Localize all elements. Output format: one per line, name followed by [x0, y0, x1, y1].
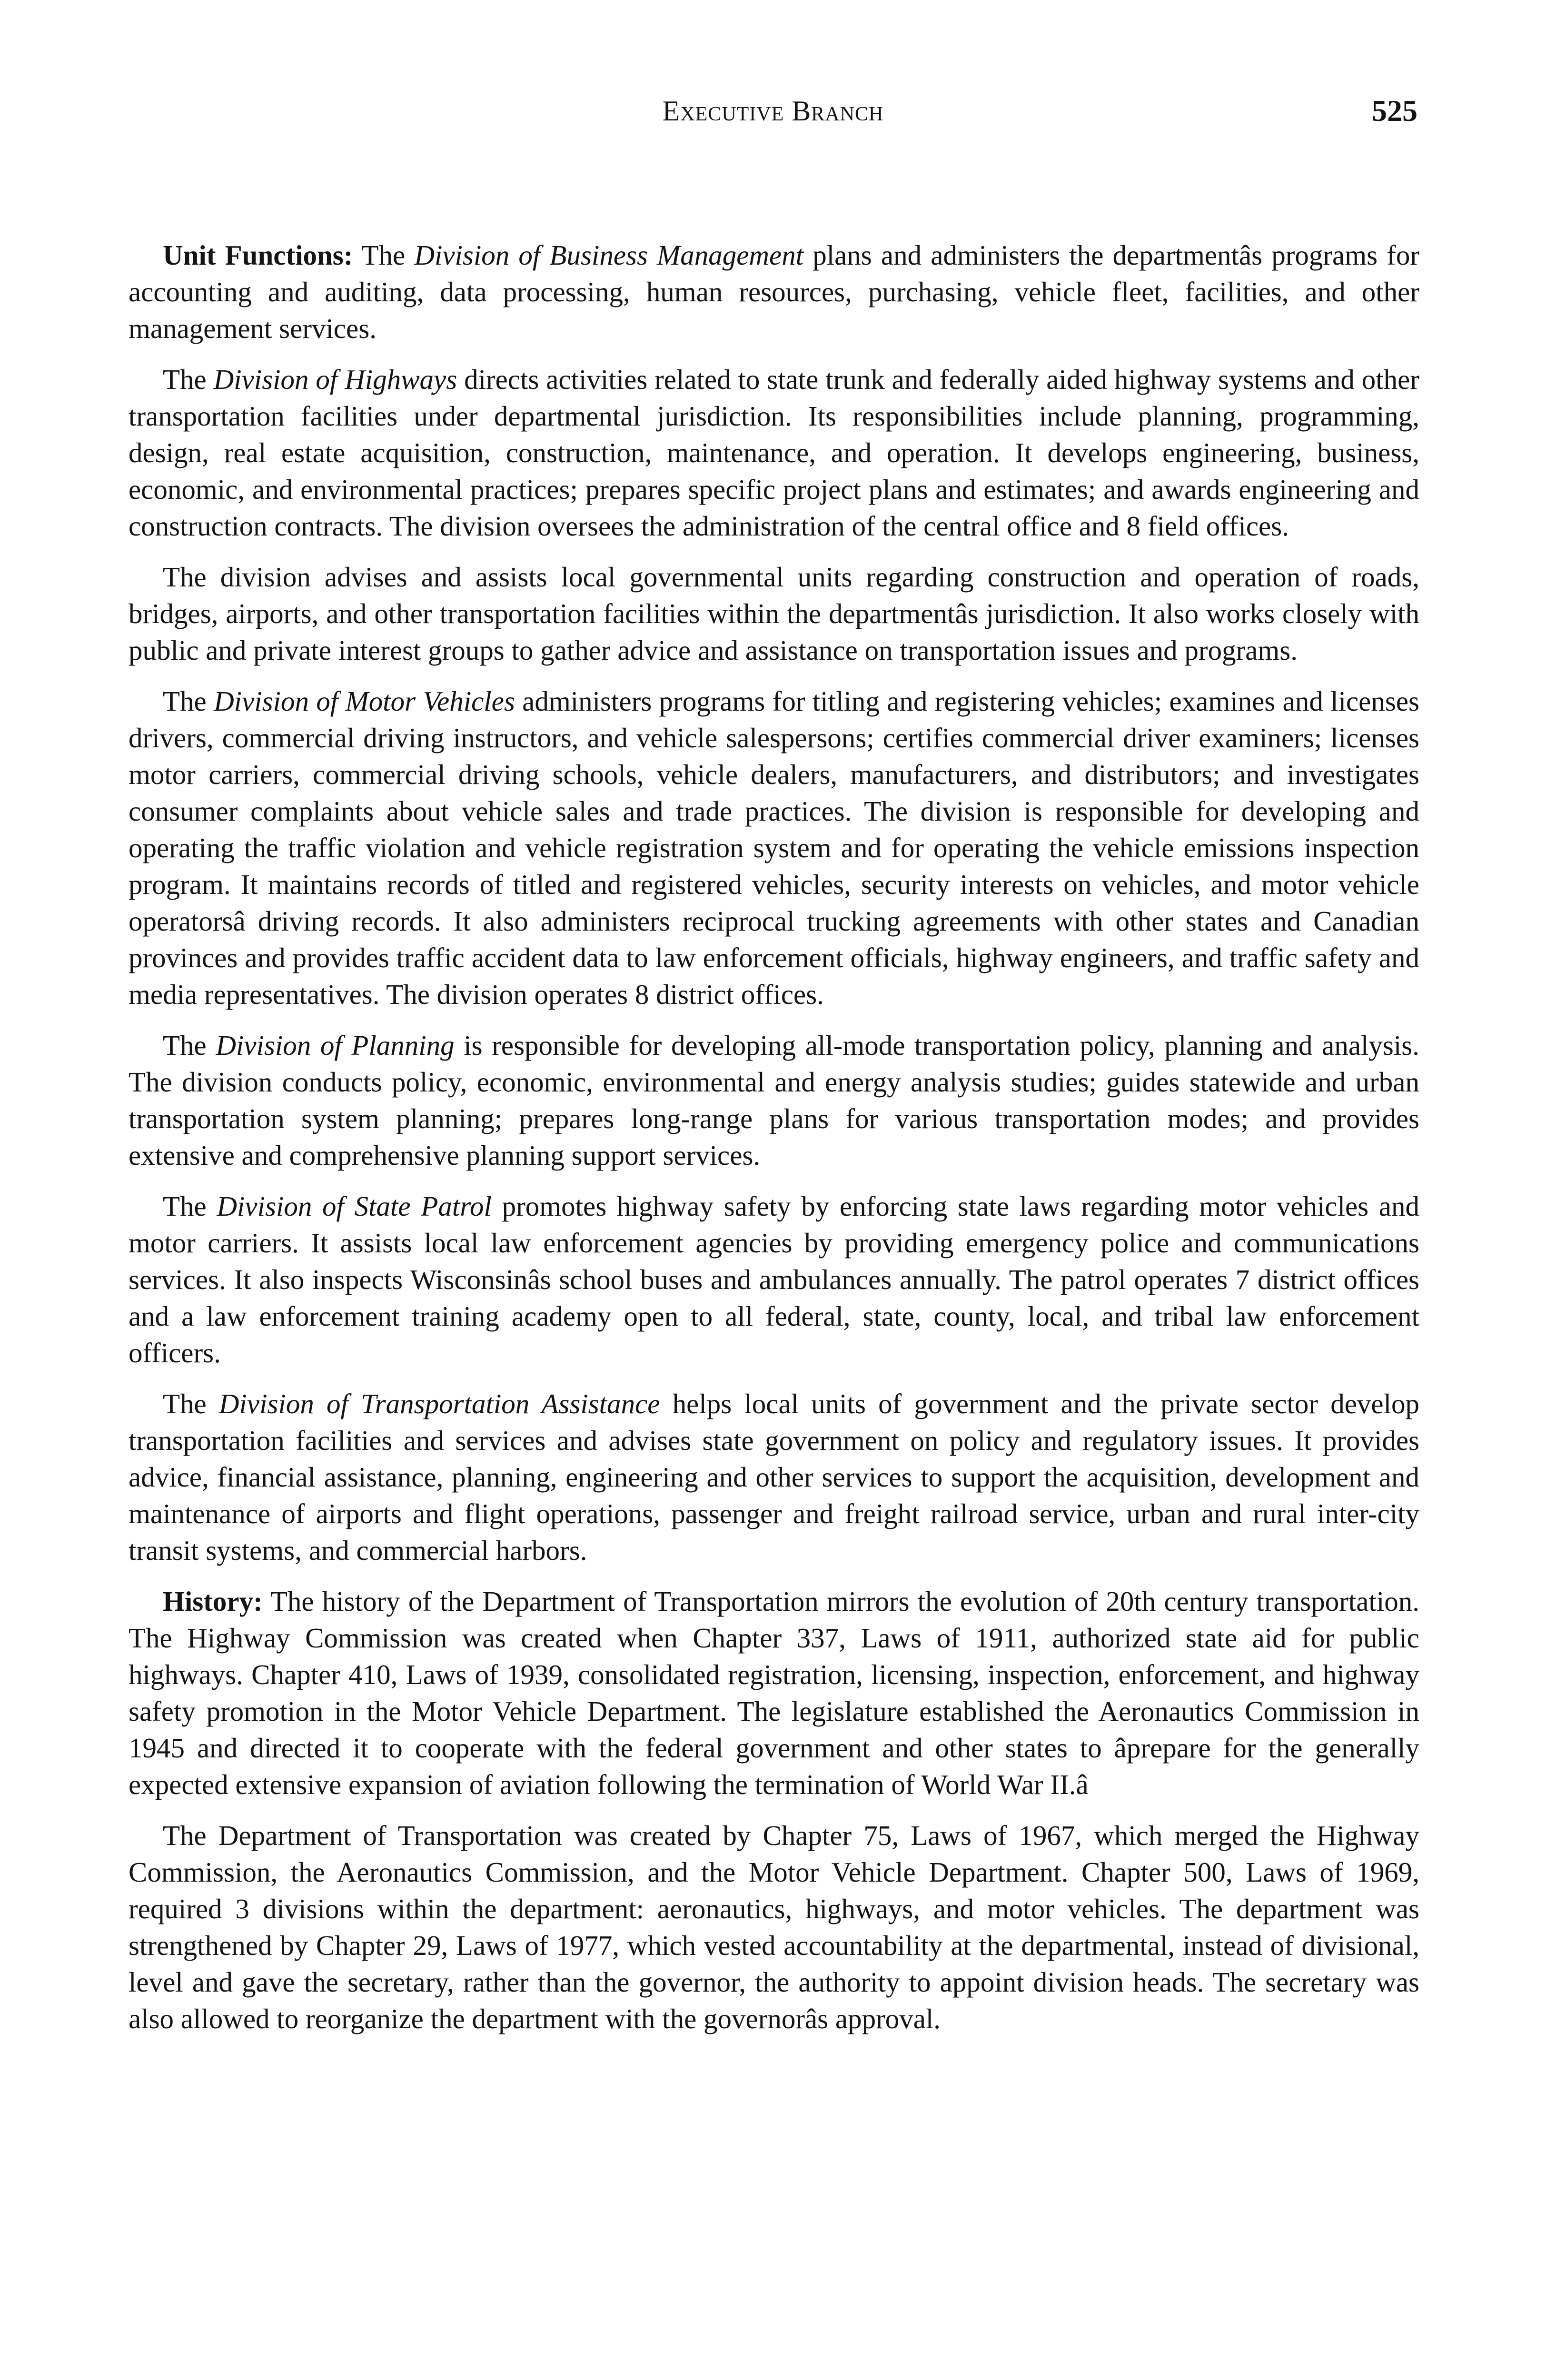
paragraph-state-patrol — [129, 1188, 1419, 1371]
body-text — [129, 237, 1419, 2052]
page-number: 525 — [1372, 94, 1417, 128]
unit-name-highways: Division of Highways — [213, 364, 457, 395]
paragraph-text: The division advises and assists local governmental units regarding construction and operation of roads, bridges, airports, and other transportation facilities within the departmentâs jurisdiction. It also works closely with public and private interest groups to gather advice and assistance on transportation issues and programs. — [129, 561, 1419, 666]
unit-name-state-patrol: Division of State Patrol — [217, 1190, 492, 1222]
paragraph-motor-vehicles — [129, 683, 1419, 1013]
section-lead-unit-functions: Unit Functions: — [163, 239, 353, 271]
paragraph-transportation-assistance — [129, 1386, 1419, 1569]
paragraph-text: The — [163, 364, 214, 395]
running-head — [129, 89, 1417, 132]
paragraph-text: plans and administers the departmentâs programs for accounting and auditing, data processing, human resources, purchasing, vehicle fleet, facilities, and other management services. — [129, 239, 1419, 344]
paragraph-planning — [129, 1027, 1419, 1174]
paragraph-text: The — [163, 685, 214, 717]
paragraph-text: The — [163, 1388, 219, 1419]
paragraph-text: The — [163, 1190, 217, 1222]
unit-name-planning: Division of Planning — [216, 1030, 455, 1061]
paragraph-text: promotes highway safety by enforcing state laws regarding motor vehicles and motor carriers. It assists local law enforcement agencies by providing emergency police and communications services. It also inspects Wisconsinâs school buses and ambulances annually. The patrol operates 7 district offices and a law enforcement training academy open to all federal, state, county, local, and tribal law enforcement officers. — [129, 1190, 1420, 1368]
paragraph-history — [129, 1583, 1419, 1803]
paragraph-highways — [129, 361, 1419, 545]
paragraph-text: The — [163, 1030, 216, 1061]
paragraph-text: is responsible for developing all-mode transportation policy, planning and analysis. The division conducts policy, economic, environmental and energy analysis studies; guides statewide and urban transportation system planning; prepares long-range plans for various transportation modes; and provides extensive and comprehensive planning support services. — [129, 1030, 1419, 1171]
paragraph-department-created — [129, 1817, 1419, 2037]
paragraph-text: The Department of Transportation was created by Chapter 75, Laws of 1967, which merged the Highway Commission, the Aeronautics Commission, and the Motor Vehicle Department. Chapter 500, Laws of 1969, required 3 divisions within the department: aeronautics, highways, and motor vehicles. The department was strengthened by Chapter 29, Laws of 1977, which vested accountability at the departmental, instead of divisional, level and gave the secretary, rather than the governor, the authority to appoint division heads. The secretary was also allowed to reorganize the department with the governorâs approval. — [129, 1820, 1419, 2034]
paragraph-text: directs activities related to state trunk and federally aided highway systems and other transportation facilities under departmental jurisdiction. Its responsibilities include planning, programming, design, real estate acquisition, construction, maintenance, and operation. It develops engineering, business, economic, and environmental practices; prepares specific project plans and estimates; and awards engineering and construction contracts. The division oversees the administration of the central office and 8 field offices. — [129, 364, 1419, 542]
unit-name-transportation-assistance: Division of Transportation Assistance — [218, 1388, 660, 1419]
unit-name-motor-vehicles: Division of Motor Vehicles — [214, 685, 515, 717]
paragraph-text: helps local units of government and the private sector develop transportation facilities and services and advises state government on policy and regulatory issues. It provides advice, financial assistance, planning, engineering and other services to support the acquisition, development and maintenance of airports and flight operations, passenger and freight railroad service, urban and rural inter-city transit systems, and commercial harbors. — [129, 1388, 1420, 1566]
section-lead-history: History: — [163, 1586, 263, 1617]
paragraph-highways-local — [129, 559, 1419, 669]
paragraph-text: The — [353, 239, 415, 271]
paragraph-text: administers programs for titling and registering vehicles; examines and licenses drivers, commercial driving instructors, and vehicle salespersons; certifies commercial driver examiners; licenses motor carriers, commercial driving schools, vehicle dealers, manufacturers, and distributors; and investigates consumer complaints about vehicle sales and trade practices. The division is responsible for developing and operating the traffic violation and vehicle registration system and for operating the vehicle emissions inspection program. It maintains records of titled and registered vehicles, security interests on vehicles, and motor vehicle operatorsâ driving records. It also administers reciprocal trucking agreements with other states and Canadian provinces and provides traffic accident data to law enforcement officials, highway engineers, and traffic safety and media representatives. The division operates 8 district offices. — [129, 685, 1419, 1010]
unit-name-business-management: Division of Business Management — [414, 239, 804, 271]
paragraph-text: The history of the Department of Transportation mirrors the evolution of 20th century transportation. The Highway Commission was created when Chapter 337, Laws of 1911, authorized state aid for public highways. Chapter 410, Laws of 1939, consolidated registration, licensing, inspection, enforcement, and highway safety promotion in the Motor Vehicle Department. The legislature established the Aeronautics Commission in 1945 and directed it to cooperate with the federal government and other states to âprepare for the generally expected extensive expansion of aviation following the termination of World War II.â — [129, 1586, 1419, 1800]
paragraph-unit-functions — [129, 237, 1419, 347]
running-title: Executive Branch — [662, 95, 884, 127]
